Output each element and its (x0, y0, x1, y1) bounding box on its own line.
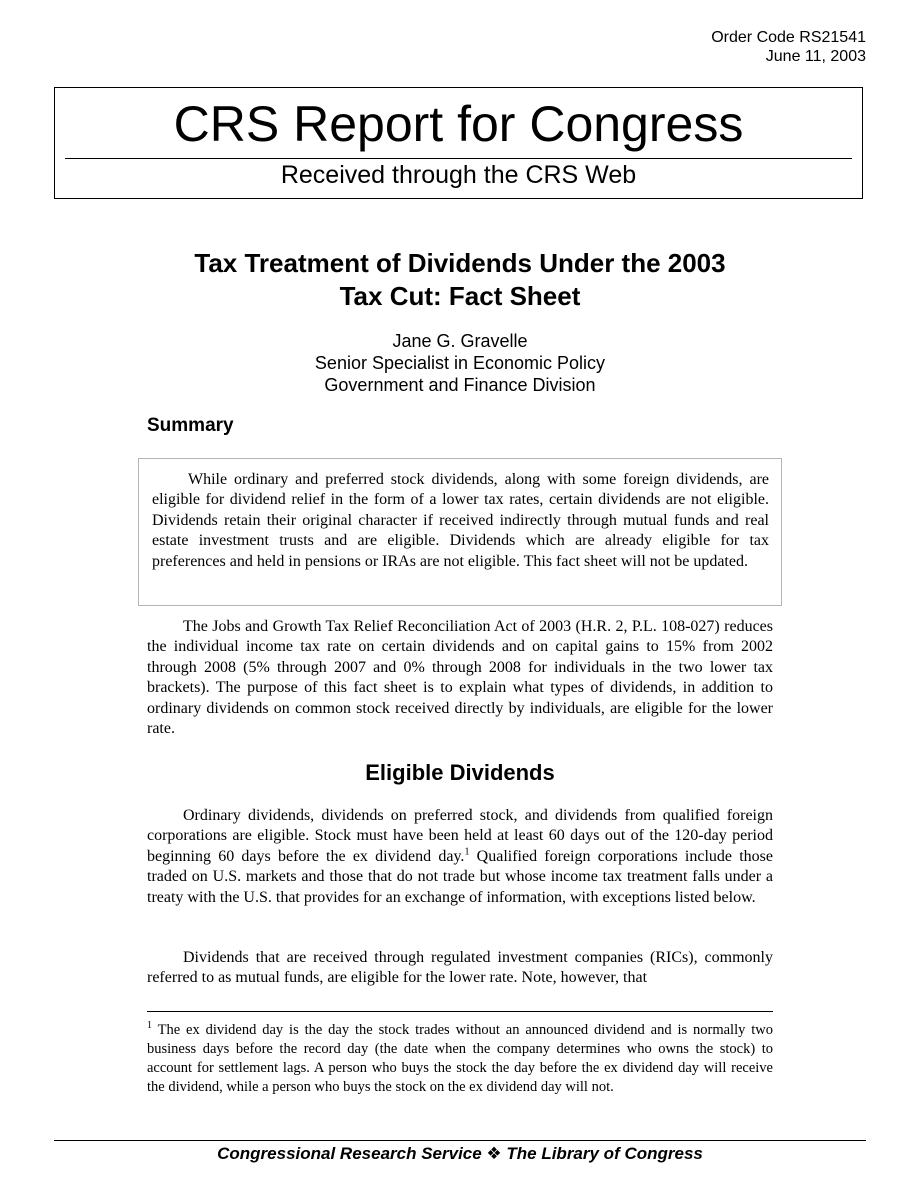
author-division: Government and Finance Division (324, 375, 596, 395)
eligible-section-paragraph-1 (147, 806, 773, 908)
document-title-line-2: Tax Cut: Fact Sheet (339, 281, 581, 311)
author-block (147, 330, 773, 396)
eligible-paragraph-1 (147, 806, 773, 908)
order-code: Order Code RS21541 (711, 29, 866, 46)
crs-banner (54, 87, 863, 199)
summary-box (138, 458, 782, 606)
summary-heading: Summary (147, 415, 234, 436)
footnote-1-text: The ex dividend day is the day the stock trades without an announced dividend and is normally two business days before the record day (the date when the company determines who owns the stock) to account for settlement lags. A person who buys the stock the day before the ex dividend day will receive the dividend, while a person who buys the stock on the ex dividend day will not. (147, 1022, 773, 1095)
footer-divider (54, 1140, 866, 1141)
page-footer: Congressional Research Service ❖ The Library of Congress (217, 1144, 703, 1163)
intro-paragraph: The Jobs and Growth Tax Relief Reconciliation Act of 2003 (H.R. 2, P.L. 108-027) reduces the individual income tax rate on certain dividends and on capital gains to 15% from 2002 through 2008 (5% through 2007 and 0% through 2008 for individuals in the two lower tax brackets). The purpose of this fact sheet is to explain what types of dividends, in addition to ordinary dividends on common stock received directly by individuals, are eligible for the lower rate. (147, 618, 773, 738)
document-title-line-1: Tax Treatment of Dividends Under the 2003 (194, 248, 726, 278)
footnote-block (147, 1021, 773, 1097)
footnote-mark-1: 1 (147, 1020, 152, 1032)
report-date: June 11, 2003 (765, 48, 866, 65)
footnote-1 (147, 1021, 773, 1097)
banner-subtitle: Received through the CRS Web (280, 161, 637, 189)
banner-title: CRS Report for Congress (173, 96, 744, 152)
eligible-section-paragraph-2 (147, 948, 773, 989)
author-name: Jane G. Gravelle (392, 331, 528, 351)
footnote-reference-1[interactable]: 1 (464, 846, 470, 858)
document-title (147, 247, 773, 313)
banner-rule (65, 158, 852, 159)
author-title: Senior Specialist in Economic Policy (314, 353, 606, 373)
eligible-paragraph-1-text-a: Ordinary dividends, dividends on preferred stock, and dividends from qualified foreign corporations are eligible. Stock must have been held at least 60 days out of the 120-day period beginning 60 days before the ex dividend day. (147, 807, 773, 865)
intro-section (147, 617, 773, 739)
eligible-dividends-heading: Eligible Dividends (365, 760, 555, 785)
order-code-block (711, 28, 866, 66)
footnote-divider (147, 1011, 773, 1012)
eligible-paragraph-1-text-b: Qualified foreign corporations include those traded on U.S. markets and those that do not trade but whose income tax treatment falls under a treaty with the U.S. that provides for an exchange of information, with exceptions listed below. (147, 847, 774, 906)
summary-text: While ordinary and preferred stock dividends, along with some foreign dividends, are eligible for dividend relief in the form of a lower tax rates, certain dividends are not eligible. Dividends retain their original character if received indirectly through mutual funds and real estate investment trusts and are eligible. Dividends which are already eligible for tax preferences and held in pensions or IRAs are not eligible. This fact sheet will not be updated. (152, 471, 769, 570)
eligible-paragraph-2: Dividends that are received through regulated investment companies (RICs), commonly referred to as mutual funds, are eligible for the lower rate. Note, however, that (147, 949, 773, 987)
